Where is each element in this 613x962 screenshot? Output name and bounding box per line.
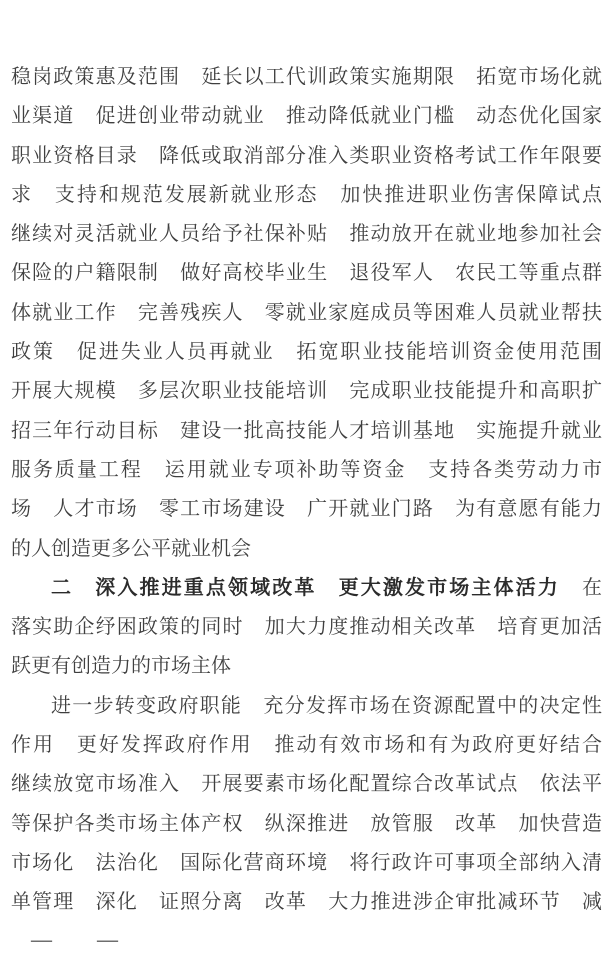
footer-dash-left: —	[31, 927, 52, 951]
body-text: 进一步转变政府职能 充分发挥市场在资源配置中的决定性	[51, 694, 602, 717]
body-text: 等保护各类市场主体产权 纵深推进 放管服 改革 加快营造	[11, 812, 602, 835]
text-line	[11, 254, 602, 293]
body-text: 单管理 深化 证照分离 改革 大力推进涉企审批减环节 减	[11, 891, 602, 914]
body-text: 政策 促进失业人员再就业 拓宽职业技能培训资金使用范围	[11, 341, 602, 364]
body-text: 落实助企纾困政策的同时 加大力度推动相关改革 培育更加活	[11, 616, 602, 639]
text-line	[11, 530, 602, 569]
body-text: 继续对灵活就业人员给予社保补贴 推动放开在就业地参加社会	[11, 223, 602, 246]
text-line	[11, 883, 602, 922]
text-line	[11, 412, 602, 451]
section-heading: 二 深入推进重点领域改革 更大激发市场主体活力	[51, 576, 560, 599]
text-line	[11, 726, 602, 765]
text-line	[11, 687, 602, 726]
body-text: 服务质量工程 运用就业专项补助等资金 支持各类劳动力市	[11, 458, 602, 481]
text-line	[11, 451, 602, 490]
text-line	[11, 844, 602, 883]
text-line	[11, 569, 602, 608]
text-line	[11, 58, 602, 97]
body-text: 职业资格目录 降低或取消部分准入类职业资格考试工作年限要	[11, 144, 602, 167]
text-line	[11, 294, 602, 333]
body-text: 开展大规模 多层次职业技能培训 完成职业技能提升和高职扩	[11, 380, 602, 403]
body-text: 作用 更好发挥政府作用 推动有效市场和有为政府更好结合	[11, 734, 602, 757]
text-line	[11, 176, 602, 215]
body-text: 的人创造更多公平就业机会	[11, 537, 251, 560]
body-text: 业渠道 促进创业带动就业 推动降低就业门槛 动态优化国家	[11, 105, 602, 128]
body-text: 跃更有创造力的市场主体	[11, 655, 231, 678]
body-text: 保险的户籍限制 做好高校毕业生 退役军人 农民工等重点群	[11, 262, 602, 285]
text-line	[11, 137, 602, 176]
body-text: 稳岗政策惠及范围 延长以工代训政策实施期限 拓宽市场化就	[11, 66, 602, 88]
footer-dash-right: —	[97, 927, 118, 951]
body-text: 体就业工作 完善残疾人 零就业家庭成员等困难人员就业帮扶	[11, 301, 602, 324]
body-text: 场 人才市场 零工市场建设 广开就业门路 为有意愿有能力	[11, 498, 602, 521]
body-text: 求 支持和规范发展新就业形态 加快推进职业伤害保障试点	[11, 183, 602, 206]
text-line	[11, 372, 602, 411]
text-line	[11, 765, 602, 804]
body-text: 招三年行动目标 建设一批高技能人才培训基地 实施提升就业	[11, 419, 602, 442]
text-line	[11, 215, 602, 254]
body-text: 市场化 法治化 国际化营商环境 将行政许可事项全部纳入清	[11, 851, 602, 874]
body-text: 继续放宽市场准入 开展要素市场化配置综合改革试点 依法平	[11, 773, 602, 796]
text-line	[11, 97, 602, 136]
text-line	[11, 647, 602, 686]
body-text: 在	[559, 576, 602, 599]
text-line	[11, 805, 602, 844]
text-line	[11, 490, 602, 529]
text-line	[11, 333, 602, 372]
document-text	[11, 58, 602, 923]
text-line	[11, 608, 602, 647]
